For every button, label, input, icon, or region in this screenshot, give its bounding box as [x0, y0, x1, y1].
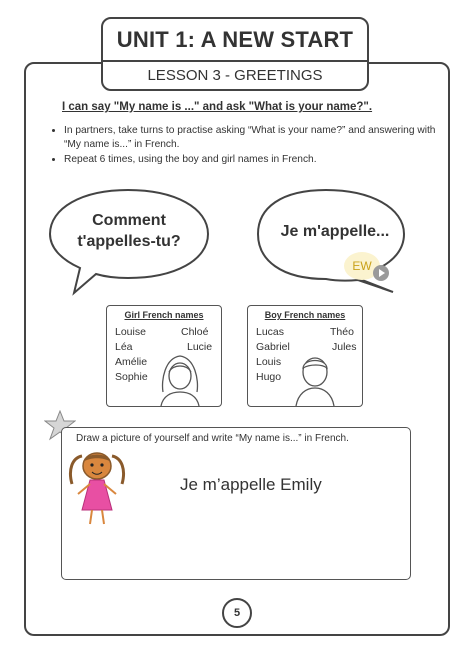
handwritten-answer: Je m’appelle Emily — [180, 475, 322, 494]
boy-name: Louis — [256, 356, 282, 368]
instruction-item: • Repeat 6 times, using the boy and girl names in French. — [64, 153, 444, 167]
boy-name: Jules — [332, 341, 357, 353]
instruction-item: • In partners, take turns to practise asking “What is your name?” and answering with “My name is...” in French. — [64, 124, 444, 152]
drawing-instruction: Draw a picture of yourself and write “My name is...” in French. — [76, 433, 349, 444]
learning-goal: I can say "My name is ..." and ask "What is your name?". — [62, 101, 373, 113]
girl-name: Chloé — [181, 326, 209, 338]
answer-bubble-text: Je m'appelle... — [280, 223, 390, 240]
question-line-2: t'appelles-tu? — [77, 233, 181, 250]
boy-name: Théo — [330, 326, 354, 338]
boy-name: Lucas — [256, 326, 285, 338]
page-number: 5 — [222, 598, 252, 628]
girl-name: Lucie — [187, 341, 213, 353]
lesson-subtitle: LESSON 3 - GREETINGS — [147, 67, 323, 84]
self-portrait-drawing — [68, 448, 126, 528]
boy-outline-icon — [292, 350, 338, 406]
boy-names-title: Boy French names — [264, 310, 346, 320]
girl-name: Louise — [115, 326, 146, 338]
play-icon[interactable] — [373, 265, 389, 281]
question-line-1: Comment — [92, 212, 166, 229]
unit-title: UNIT 1: A NEW START — [116, 27, 354, 52]
girl-name: Amélie — [115, 356, 148, 368]
girl-name: Léa — [115, 341, 133, 353]
initials-badge: EW — [344, 252, 380, 280]
question-bubble-text — [56, 210, 202, 252]
boy-name: Hugo — [256, 371, 282, 383]
boy-names-box — [247, 305, 363, 407]
drawing-box — [61, 427, 411, 580]
girl-names-box — [106, 305, 222, 407]
girl-name: Sophie — [115, 371, 148, 383]
girl-outline-icon — [157, 350, 203, 406]
girl-names-title: Girl French names — [124, 310, 204, 320]
boy-name: Gabriel — [256, 341, 290, 353]
